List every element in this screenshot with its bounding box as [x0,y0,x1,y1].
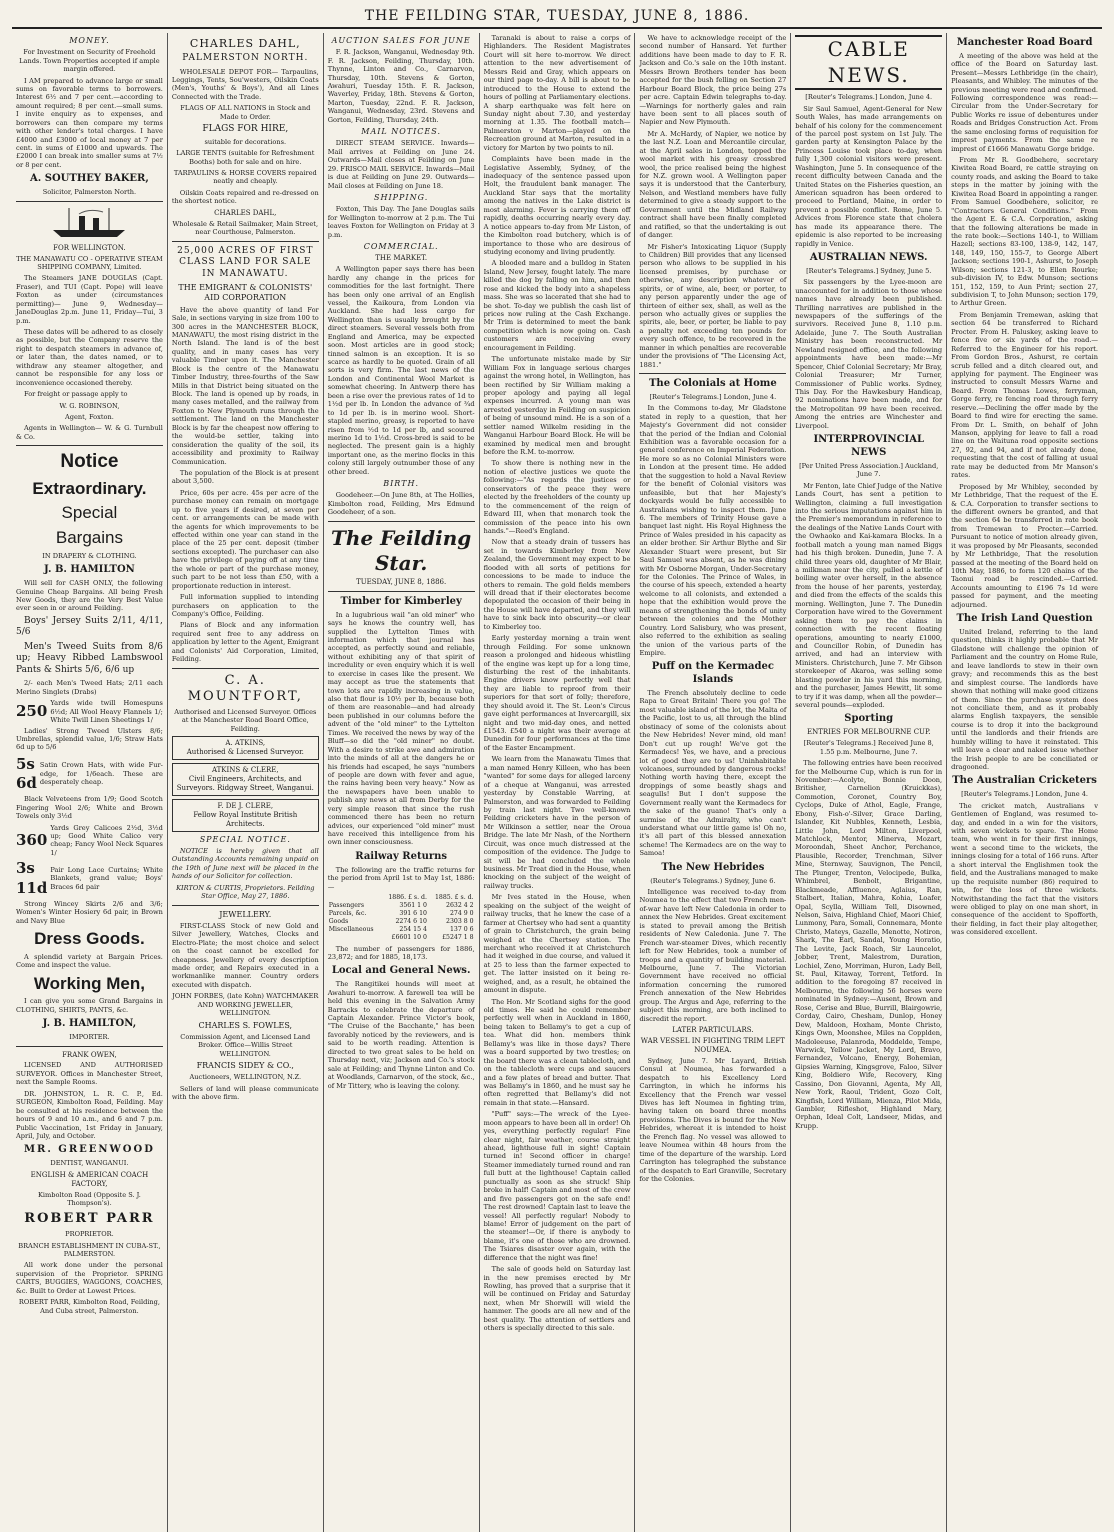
ad-360 [16,824,163,858]
ad-3s11d-text: Pair Long Lace Curtains; White Blankets, grand value; Boys' Braces 6d pair [50,865,163,891]
table-cell: Passengers [328,901,365,909]
dates-note: These dates will be adhered to as closely as possible, but the Company reserve the right to despatch steamers in advance of, or later than, the dates named, or to withdraw any steamer altogether, and cannot be responsible for any loss or inconvenience occasioned thereby. [16,328,163,387]
local-text: The Rangitikei hounds will meet at Awahuri to-morrow. A farewell tea will be held this evening in the Salvation Army Barracks to celebrate the departure of Captain Alexander. Prince Victor's book, "The Cruise of the Bacchante," has been favorably noticed by the reviewers, and is said to be worth reading. Attention is directed to two great sales to be held on Thursday next, viz; Jackson and Co.'s stock sale at Feilding; and Thynne Linton and Co. at Woodlands, Carnarvon, of the stock, &c., of Mr Tittery, who is leaving the colony. [327,980,475,1090]
coach-sub: Kimbolton Road (Opposite S. J. Thompson's). [37,1190,141,1207]
puff-heading: Puff on the Kermadec Islands [651,661,774,686]
news-para: Now that a steady drain of tussers has set in towards Kimberley from New Zealand, the Government may expect to be flooded with all sorts of petitions for concessions to be made to induce the others to remain. The gold fields members will dread that if their electorates become depopulated the occasion of their being in the House will have departed, and they will have to sink back into obscurity—or clear to Kimberley too. [483,538,631,631]
news-para: The sale of goods held on Saturday last in the new premises erected by Mr Rowling, has proved that a surprise that it will be continued on Friday and Saturday next, when Mr Shorwill will wield the hammer. The goods are all new and of the best quality. The attention of settlers and others is specially directed to this sale. [483,1265,631,1333]
money-heading: MONEY. [69,36,110,45]
interprovincial-sub: [Per United Press Association.] Auckland, June 7. [799,461,939,479]
table-row [328,934,475,942]
table-header-cell: 1886. £ s. d. [388,893,427,901]
special-notice-text: NOTICE is hereby given that all Outstanding Accounts remaining unpaid on the 19th of June next will be placed in the hands of our Solicitor for collection. [171,847,319,881]
news-para: We learn from the Manawatu Times that a man named Henry Killeen, who has been "wanted" for some days for alleged larceny of a cheque at Wanganui, was arrested yesterday by Constable Warring, at Palmerston, and was forwarded to Feilding by train last night. Two well-known Feilding cricketers have in the person of Mr Wilkinson a settler, near the Oroua Bridge. The late Mr Nash, of the Northern Circuit, was once much distressed at the composition of the evidence. The Judge to sit will be had concluded the whole business. Mr Treat died in the House, when knocking on the subject of the weight of railway trucks. [483,755,631,890]
dentist-text: DENTIST, WANGANUI. [50,1159,129,1168]
columns [12,33,1102,1532]
table-cell: 3561 1 0 [399,901,427,909]
cricketers-text: The cricket match, Australians v Gentlemen of England, was resumed to-day, and ended in a win for the visitors, with seven wickets to spare. The Home team, who went in for their first innings, went a second time to the wickets, the innings closing for a total of 166 runs. After a short interval the Englishmen took the field, and the Australians managed to make up the requisite number (86) required to win, for the loss of three wickets. Notwithstanding the fact that the visitors were obliged to play on one man short, in consequence of the accident to Spofforth, their fielding, in fact their play altogether, was considered excellent. [951,801,1099,937]
table-cell: £5247 1 8 [442,933,474,941]
flags-hire: FLAGS FOR HIRE, [202,124,289,135]
kirton-signature: KIRTON & CURTIS, Proprietors. Feilding Star Office, May 27, 1886. [176,883,315,901]
table-header-cell [328,894,382,902]
owen-name: FRANK OWEN, [62,1050,117,1059]
dateline: TUESDAY, JUNE 8, 1886. [356,577,447,586]
dahl2-sub: Wholesale & Retail Sailmaker, Main Street, near Courthouse, Palmerston. [172,219,319,237]
notice-heading: Notice [60,451,119,473]
colonials-text: In the Commons to-day, Mr Gladstone stated in reply to a question, that her Majesty's Government did not consider that the period of the Indian and Colonial Exhibition was a favorable occasion for a general conference on Imperial Federation. He more so as no Colonial Ministers were in London at the present time. He added that the suggestion to hold a Naval Review for the benefit of Colonial visitors was unfeasible, but that her Majesty's dockyards would be fully accessible to Australians wishing to inspect them. June 6. The members of Trinity House gave a banquet last night. His Royal Highness the Prince of Wales presided in his capacity as an elder brother. Sir Arthur Blythe and Sir Alexander Stuart were present, but Sir Saul Samuel was absent, as he was dining with Mr Osborne Morgan, Under-Secretary for the Colonies. The Prince of Wales, in the course of his speech, extended a hearty welcome to all colonists, and extended a hope that the exhibition would prove the means of strengthening the bonds of unity between the colonies and the Mother Country. Lord Salisbury, who was present, also referred to the exhibition as sealing the union of the various parts of the Empire. [639,404,787,657]
hamilton-text: Will sell for CASH ONLY, the following Genuine Cheap Bargains. All being Fresh New Goods, they are the Very Best Value ever seen in or around Feilding. [16,579,163,613]
cable-sub: [Reuter's Telegrams.] London, June 4. [805,93,933,102]
ad-3s11d-number: 3s 11d [16,859,48,897]
atkins-box [172,736,319,760]
war-heading: WAR VESSEL IN FIGHTING TRIM LEFT NOUMEA. [640,1036,785,1054]
shipping-text: Foxton, This Day. The Jane Douglas sails for Wellington to-morrow at 2 p.m. The Tui leaves Foxton for Wellington on Friday at 3 p.m. [327,205,475,239]
column-2 [168,33,324,1532]
colonials-sub: [Reuter's Telegrams.] London, June 4. [649,392,777,401]
masthead: THE FEILDING STAR, TUESDAY, JUNE 8, 1886. [12,8,1102,29]
fowles-sub: Commission Agent, and Licensed Land Broker. Office—Willis Street WELLINGTON. [180,1032,311,1058]
sidey-name: FRANCIS SIDEY & CO., [196,1061,294,1071]
news-para: "Puff" says:—The wreck of the Lyee-moon appears to have been all in order! Oh yes, everything perfectly regular! Fine clear night, fair weather, course straight ahead, lighthouse full in sight! Captain turned in! Second officer in charge! Steamer immediately turned round and ran full butt at the lighthouse! Captain called punctually as soon as she struck! Ship broke in half! Captain and most of the crew and five passengers got on the safe end! The rest drowned! Captain last to leave the vessel! All perfectly regular! Nobody to blame! Error of judgement on the part of the steamer!—Or, if there is anybody to blame, it's one of those who are drowned. The Tsiares disaster over again, with the difference that the night was fine! [483,1110,631,1262]
ad-360-text: Yards Grey Calicoes 2½d, 3½d up; Good White Calico very cheap; Fancy Wool Neck Squares 1/ [50,823,163,857]
divider [328,521,475,522]
news-para: To show there is nothing new in the notion of elective justices we quote the following:—"As regards the justices or conservators of the peace they were elected by the freeholders of the county up to the commencement of the reign of Edward III, when that monarch took the commission of the peace into his own hands."—Reed's England. [483,459,631,535]
column-3 [324,33,480,1532]
column-1 [12,33,168,1532]
tarpaulins-text: TARPAULINS & HORSE COVERS repaired neatly and cheaply. [173,169,317,186]
colonials-heading: The Colonials at Home [648,378,777,390]
market-heading: THE MARKET. [375,254,428,263]
railway-table [328,894,475,942]
johnston-text: DR. JOHNSTON, L. R. C. P., Ed. SURGEON, Kimbolton Road, Feilding. May be consulted at his residence between the hours of 9 and 10 a.m., and 6 and 7 p.m. Public Vaccination, 1st Friday in January, April, July, and October. [16,1089,163,1140]
market-text: A Wellington paper says there has been hardly any change in the prices for commodities for the last fortnight. There has been only one arrival of an English vessel, the Kaikoura, from London via Auckland. She had less cargo for Wellington than is usually brought by the direct steamers. Several vessels both from England and America, may be expected soon. Most articles are in good stock; tinned salmon is an exception. It is so scarce as hardly to be quoted. Grain of all sorts is very firm. The last news of the London and Continental Wool Market is somewhat cheering. In Antwerp there has been a rise over the previous rates of 1d to 1½d per lb. In London the advance of ¾d to 1d per lb. is in merino wool. Short-stapled merino, greasy, is reported to have risen from ½d to 1d per lb, and scoured merino 1d to 1½d. Cross-bred is said to be neglected. The present gain is a highly important one, as the merino flocks in this colony still largely outnumber those of any other breed. [327,265,475,476]
working-men-heading: Working Men, [33,973,145,993]
table-cell: Goods [328,917,349,925]
divider [172,668,319,669]
acres-heading: 25,000 ACRES OF FIRST CLASS LAND FOR SALE IN MANAWATU. [177,245,314,279]
parr-text: All work done under the personal supervision of the Proprietor. SPRING CARTS, BUGGIES, WAGGONS, COACHES, &c. Built to Order at Lowest Prices. [16,1261,163,1295]
population-text: The population of the Block is at present about 3,500. [171,468,319,486]
cable-text: Sir Saul Samuel, Agent-General for New South Wales, has made arrangements on behalf of his colony for the commencement of the parcel post system on 1st July. The garden party at Kensington Palace by the Princess Louise took place to-day, when fully 1,300 colonial visitors were present. Washington, June 5. In consequence of the recent difficulty between Canada and the United States on the Fisheries question, an American squadron has been ordered to proceed to Portland, Maine, in order to prevent a possible conflict. Rome, June 5. Advices from Florence state that cholera has made its appearance there. The epidemic is also reported to be increasing rapidly in Venice. [795,104,943,248]
table-row [328,926,475,934]
commercial-heading: COMMERCIAL. [363,242,439,252]
working-text: I can give you some Grand Bargains in CLOTHING, SHIRTS, PANTS, &c. [16,997,163,1014]
money-text: For Investment on Security of Freehold Lands. Town Properties accepted if ample margin offered. [19,48,160,74]
news-para: We have to acknowledge receipt of the second number of Hansard. Yet further additions have been made to day to F. R. Jackson and Co.'s sale on the 10th instant. Messrs Brown Brothers tender has been accepted for the bush felling on Section 27 Harbour Board Block, the price being 27s per acre. Captain Edwin telegraphs to-day.—Warnings for northerly gales and rain have been sent to all places south of Napier and New Plymouth. [639,34,787,127]
baker-sub: Solicitor, Palmerston North. [42,188,137,197]
news-para: Taranaki is about to raise a corps of Highlanders. The Resident Magistrates Court will sit here to-morrow. We direct attention to the new advertisement of Messrs Reid and Gray, which appears on our third page to-day. A bill is about to be introduced to the House to extend the hours of polling at Parliamentary elections. A sharp earthquake was felt here on Sunday night about 7.30, and yesterday morning at 1.35. The football match—Palmerston v Marton—played on the Recreation ground at Marton, resulted in a victory for Marton by two points to nil. [483,34,631,152]
atkins-clere-box [172,763,319,796]
table-cell: 2303 8 0 [446,917,474,925]
divider [16,1046,163,1047]
price-text: Price, 60s per acre. 45s per acre of the purchase money can remain on mortgage up to five years if desired, at seven per cent. or arrangements can be made with the agents for which improvements to be effected within one year can stand in the place of the 25 per cent. deposit (timber sections excepted). The purchaser can also have the privilege of paying off at any time the whole or part of the purchase money, such part to be not less than £50, with a proportionate reduction in interest. [171,488,319,590]
road-board-text: From Benjamin Tremewan, asking that section 64 be transferred to Richard Procter. From H. Paluskey, asking leave to fence five or six yards of the road.—Referred to the Engineer for his report. From Gordon Bros., Ashurst, re certain scrub felled and a ditch cleared out, and applying for payment. The Engineer was instructed to consult Messrs Warne and Beard. From Thomas Lowes, ferryman, Gorge ferry, re fencing road through ferry reserve.—Declining the offer made by the Board to find wire for erecting the same. From Dr. L. Smith, on behalf of John Manson, applying for leave to fall a road line on the Waituna road opposite sections 27, 92, and 94, and if not already done, requesting that the cost of falling at usual rate may be deducted from Mr Manson's rates. [951,310,1099,480]
freight-text: For freight or passage apply to [24,390,128,399]
clere-box [172,799,319,832]
skirts-line: Strong Wincey Skirts 2/6 and 3/6; Women's Winter Hosiery 6d pair, in Brown and Navy Blue [16,899,163,925]
emigrant-heading: THE EMIGRANT & COLONISTS' AID CORPORATION [178,283,313,303]
importer-text: IMPORTER. [69,1033,110,1042]
timber-heading: Timber for Kimberley [340,595,462,607]
dress-text: A splendid variety at Bargain Prices. Come and inspect the value. [16,952,163,970]
cable-news-heading: CABLE NEWS. [795,35,942,90]
table-cell: 391 6 10 [399,909,427,917]
puff-text: The French absolutely decline to cede Rapa to Great Britain! There you go! The most valuable island of the lot, the Malta of the Pacific, lost to us, all through the blind obstinacy of some of the colonists about the New Hebrides! Never mind, old man! Don't cut up rough! We've got the Kermadecs! Yes, we have, and a precious lot of good they are to us! Uninhabitable volcanoes, surrounded by dangerous rocks! Nothing worth having there, except the droppings of some beastly shags and seagulls! But I don't suppose the Government really want the Kermadecs for the sake of the guano! That's only a surmise of the Admiralty, who can't understand what our little game is! Oh no, it's all part of this blessed annexation scheme! The Kermadecs are on the way to Samoa! [639,689,787,858]
dress-goods-heading: Dress Goods. [34,929,145,949]
birth-text: Goodeheer.—On June 8th, at The Hollies, Kimbolton road, Feilding, Mrs Edmund Goodeheer, of a son. [327,491,475,517]
table-cell: Parcels, &c. [328,909,367,917]
australian-news-sub: [Reuter's Telegrams.] Sydney, June 5. [806,266,932,275]
clere-name: F. DE J. CLERE, [217,801,274,810]
news-para: A blooded mare and a bulldog in Staten Island, New Jersey, fought lately. The mare killed the dog by falling on him, and then rose and kicked the body into a shapeless mass. She was so lacerated that she had to be shot. To-day we publish the cash list of prices now ruling at the Cash Exchange. Mr Trim is determined to meet the bank competition which is now going on. Cash customers are receiving every encouragement in Feilding. [483,259,631,352]
table-cell: Miscellaneous [328,925,374,933]
auction-heading: AUCTION SALES FOR JUNE [331,36,471,45]
fowles-name: CHARLES S. FOWLES, [198,1020,293,1030]
parr-proprietor: PROPRIETOR. [65,1230,114,1239]
ad-250-text: Yards wide twill Homespuns 6½d; All Wool Heavy Flannels 1/; White Twill Linen Sheetings 1/ [50,699,163,725]
coach-heading: ENGLISH & AMERICAN COACH FACTORY, [30,1170,149,1188]
plans-text: Plans of Block and any information required sent free to any address on application by letter to the Agent, Emigrant and Colonists' Aid Corporation, Limited, Feilding. [171,621,319,664]
column-6 [791,33,947,1532]
road-board-heading: Manchester Road Board [956,37,1093,48]
mens-line: Men's Tweed Suits from 8/6 up; Heavy Ribbed Lambswool Pants & Shirts 5/6, 6/6 up [16,641,163,675]
column-7 [947,33,1102,1532]
war-text: Sydney, June 7. Mr Layard, British Consul at Noumea, has forwarded a despatch to his Excellency Lord Carrington, in which he informs his Excellency that the French war vessel Dives has left Noumea in fighting trim, having taken on board three months provisions. The Dives is bound for the New Hebrides, whereat it is intended to hoist the French flag. No vessel was allowed to leave Noumea within 48 hours from the time of the departure of the warship. Lord Carrington has telegraphed the substance of the despatch to Earl Granville, Secretary for the Colonies. [639,1056,787,1183]
jewellery-heading: JEWELLERY. [219,909,272,919]
interprovincial-text: Mr Fenton, late Chief Judge of the Native Lands Court, has sent a petition to Wellington, claiming a full investigation into the serious imputations against him in the Premier's memorandum in reference to the dealings of the Native Lands Court with the Owhaoko and Kai-kamara Blocks. In a football match a young man named Biggs had his thigh broken. Dunedin, June 7. A child three years old, daughter of Mr Blair, a milkman near the city, pulled a kettle of boiling water over herself, in the absence from the house of her parents, yesterday, and died from the effects of the scalds this morning. Wellington, June 7. The Dunedin Corporation have wired to the Government asking them to pay the claims in connection with the recent floating operations, amounting to nearly £1000, and Councillor Robin, of Dunedin has arrived, and had an interview with Ministers. Christchurch, June 7. Mr Gibson storekeeper of Akaroa, was selling some blasting powder in his yard this morning, and the purchaser, James Hewitt, lit some to try if it was damp, when all the powder—several pounds—exploded. [795,481,943,710]
mountfort-sub: Authorised and Licensed Surveyor. Offices at the Manchester Road Board Office, Feilding. [174,707,317,733]
special-notice-heading: SPECIAL NOTICE. [199,834,291,844]
table-cell: 254 15 4 [399,925,427,933]
news-para: Complaints have been made in the Legislative Assembly, Sydney, of the inadequacy of the sentence passed upon Holt, the fraudulent bank manager. The Auckland Star says that the mortality among the natives in the Lake district is most alarming. Fever is carrying them off rapidly, deaths occurring nearly every day. A notice appears to-day from Mr Liston, of the Kimbolton road butchery, which is of importance to those who are desirous of studying economy and living prudently. [483,155,631,256]
atkins-name: A. ATKINS, [225,739,266,748]
atkins-clere-sub: Civil Engineers, Architects, and Surveyors. Ridgway Street, Wanganui. [176,775,314,792]
mail-text: DIRECT STEAM SERVICE. Inwards—Mail arrives at Feilding on June 24. Outwards—Mail closes at Feilding on June 29. FRISCO MAIL SERVICE. Inwards—Mail is due at Feilding on June 29. Outwards—Mail closes at Feilding on June 18. [327,139,475,190]
interprovincial-heading: INTERPROVINCIAL NEWS [813,434,924,458]
loan-text: I AM prepared to advance large or small sums on favorable terms to borrowers. Interest 6½ and 7 per cent.—according to amount required; 8 per cent.—small sums. I invite enquiry as to expenses, and borrowers can then compare my terms with other lender's total charges. I have £4000 and £3000 of local money at 7 per cent. in sums of £1000 and upwards. The £2000 I can break into smaller sums at 7½ or 8 per cent. [16,76,163,169]
velvet-line: Black Velveteens from 1/9; Good Scotch Fingering Wool 2/6; White and Brown Towels only 3½d [16,795,163,821]
dahl-name: CHARLES DAHL, [189,37,301,50]
hebrides-text: Intelligence was received to-day from Noumea to the effect that two French men-of-war have left New Caledonia in order to annex the New Hebrides. Great excitement is stated to prevail among the British residents of New Caledonia. June 7. The French war-steamer Dives, which recently left for New Hebrides, took a number of troops and a quantity of building material. Melbourne, June 7. The Victorian Government have received no official information concerning the rumored French annexation of the New Hebrides group. The Argus and Age, referring to the subject this morning, are both inclined to discredit the report. [639,888,787,1023]
news-para: The Hon. Mr Scotland sighs for the good old times. He said he could remember perfectly well when in Auckland in 1860, being taken to Bellamy's to get a cup of tea. What did hon. members think Bellamy's was like in those days? There was a board supported by two trestles; on the board there was a clean tablecloth, and on the tablecloth were cups and saucers and a few plates of bread and butter. That was Bellamy's in 1860, and he must say he often regretted that Bellamy's did not remain in that state.—Hansard. [483,997,631,1107]
clere-sub: Fellow Royal Institute British Architects. [193,810,298,828]
bargains-heading: Bargains [55,528,123,548]
oilskin-text: Oilskin Coats repaired and re-dressed on the shortest notice. [171,188,319,206]
cricketers-sub: [Reuter's Telegrams.] London, June 4. [961,790,1088,799]
ladies-line: Ladies' Strong Tweed Ulsters 8/6; Umbrellas, splendid value, 1/6; Straw Hats 6d up to 5/6 [16,726,163,752]
irish-text: United Ireland, referring to the land question, thinks it highly probable that Mr Gladstone will challenge the opinion of Parliament and the country on Home Rule, and leave landlords to stew in their own gravy; and recommends this as the best and simplest course. The landlords have shown that nothing will make good citizens of them. Since the purchase system does not conciliate them, and as it probably alarms English taxpayers, the sensible course is to drop it into the background until the landlords and their friends are humbly willing to have it reinstated. This will leave a clear and naked issue whether the Irish people to are be conciliated or dragooned. [951,628,1099,772]
table-header-cell: 1885. £ s. d. [434,893,474,901]
emigrant-text: Have the above quantity of land For Sale, in sections varying in size from 100 to 300 acres in the MANCHESTER BLOCK, MANAWATU, the most rising district in the North Island. The land is of the best quality, and in many cases has very valuable Timber upon it. The Manchester Block is the centre of the Manawatu Timber Industry, three-fourths of the Saw Mills in that District being situated on the Block. The land is opened up by roads, in many cases metalled, and the railway from Foxton to New Plymouth runs through the settlement. The land on the Manchester Block is by far the cheapest now offering to the would-be settler, taking into consideration the quality of the soil, its accessibility and proximity to Railway Communication. [171,305,319,466]
feilding-star-flag: The Feilding Star. [331,525,472,576]
table-row [328,918,475,926]
mountfort-name: C. A. MOUNTFORT, [187,672,303,705]
road-board-text: From Mr R. Goodbehere, secretary Kiwitea Road Board, re cattle straying on county roads, and asking the Board to take steps in the matter by joining with the Kiwitea Road Board in appointing a ranger. From Samuel Goodbehere, solicitor, re "Contractors General Conditions." From the Agent E. & C.A. Corporation, asking that the following alterations be made in the rate book:—Sections 140-1, to William Hazell; sections 83-100, 138-9, 142, 147, 148, 149, 150, 155-7, to George Albert Jackson; sections 190-1, Ashurst, to Joseph Wilson; sections 121-3, to Ellen Rourke; sub-division IV, to Edw. Munson; sections 151, 152, 159, to Aun Print; section 27, subdivision T, to John Munson; section 179, to Arthur Green. [951,156,1099,308]
news-para: Mr Ives stated in the House, when speaking on the subject of the weight of railway trucks, that he knew the case of a farmer at Chertsey who had sent a quantity of grain to Christchurch, the grain being weighed at the Chertsey station. The merchant who received it at Christchurch had it weighed in due course, and valued it at 25 to less than the farmer expected to get. The latter insisted on it being re-weighed, and, as a result, he obtained the amount in dispute. [483,893,631,995]
news-para: Mr A. McHardy, of Napier, we notice by the last N.Z. Loan and Mercantile circular, at the April sales in London, topped the wool market with his greasy crossbred wool, the price realised being the highest for N.Z. grown wool. A Wellington paper says it is understood that the Canterbury, Nelson, and Westland members have fully determined to give a steady support to the Government until the Midland Railway contract shall have been finally completed and ratified, so that the undertaking is out of danger. [639,129,787,240]
table-cell [328,934,382,942]
ad-250 [16,699,163,724]
mail-heading: MAIL NOTICES. [361,127,442,137]
road-board-text: Proposed by Mr Whibley, seconded by Mr Lethbridge, That the request of the E. & C.A. Corporation to transfer sections to the different owners be granted, and that the section 64 be transferred in rate book from Tremewan to Procter.—Carried. Pursuant to notice of motion already given, it was proposed by Mr Pleasants, seconded by Mr Lethbridge, That the resolution passed at the meeting of the Board held on 10th May, 1886, to form 120 chains of the Taonui road be rescinded.—Carried. Accounts amounting to £196 7s 1d were passed for payment, and the meeting adjourned. [951,482,1099,609]
info-text: Full information supplied to intending purchasers on application to the Company's Office, Feilding. [171,593,319,618]
drapery-text: IN DRAPERY & CLOTHING. [42,551,137,560]
railway-note: The number of passengers for 1886, 23,872; and for 1885, 18,173. [327,944,475,962]
news-para: Mr Fisher's Intoxicating Liquor (Supply to Children) Bill provides that any licensed person who allows to be supplied in his licensed premises, by purchase or otherwise, any description whatever of spirits, or of wine, ale, beer, or porter, to any person apparently under the age of thirteen of either sex, shall, as well as the person who actually gives or supplies the spirits, ale, beer, or porter, be liable to pay a penalty not exceeding ten pounds for every such offence, to be recovered in the manner in which penalties are recoverable under the provisions of "The Licensing Act, 1881." [639,242,787,369]
shipping-heading: SHIPPING. [374,193,429,203]
table-cell: 274 9 0 [449,909,474,917]
greenwood-name: MR. GREENWOOD [23,1144,155,1156]
dahl-place: PALMERSTON NORTH. [182,53,309,64]
timber-text: In a lugubrious wail "an old miner" who says he knows the country well, has supplied the Lyttelton Times with information which that journal has accepted, as perfectly sound and reliable, without exhibiting any of that spirit of incredulity or even enquiry which it is well to exercise in cases like the present. We may accept as true the statements that town lots are rapidly increasing in value, also that flour is 10½ per lb, because both of them are reasonable—and had already been published in our columns before the advent of the "old miner" to the Lyttelton Times. We received the news by way of the Bluff—so did the "old miner" no doubt. With a desire to strike awe and admiration into the minds of all at the dangers he or his friends had escaped, he says "numbers of people are down with fever and ague, the rains having been very heavy." Now as the newspapers have been unable to publish any news at all from Derby for the very simple reason that since the rush commenced there has been no return advices, our experienced "old miner" must have received this intelligence from his own inner consciousness. [327,610,475,847]
railway-intro: The following are the traffic returns for the period from April 1st to May 1st, 1886:— [327,865,475,891]
entries-sub: [Reuter's Telegrams.] Received June 8, 1.55 p.m. Melbourne, June 7. [803,739,934,756]
railway-heading: Railway Returns [355,850,448,862]
australian-news-heading: AUSTRALIAN NEWS. [809,252,928,264]
steamers-text: The Steamers JANE DOUGLAS (Capt. Fraser), and TUI (Capt. Pope) will leave Foxton as under (circumstances permitting)— June 9, Wednesday—JaneDouglas 2p.m. June 11, Friday—Tui, 3 p.m. [16,274,163,325]
for-wellington: FOR WELLINGTON. [53,243,126,252]
robinson-sub: Agent, Foxton. [65,412,114,421]
divider [172,241,319,242]
company-name: THE MANAWATU CO - OPERATIVE STEAM SHIPPING COMPANY, Limited. [16,254,163,271]
boys-line: Boys' Jersey Suits 2/11, 4/11, 5/6 [16,615,163,638]
ad-360-number: 360 [16,830,48,849]
atkins-clere-name: ATKINS & CLERE, [211,766,279,775]
table-row [328,910,475,918]
hebrides-sub: (Reuter's Telegrams.) Sydney, June 6. [650,876,776,885]
ad-250-number: 250 [16,702,48,721]
jewellery-text: FIRST-CLASS Stock of new Gold and Silver Jewellery, Watches, Clocks and Electro-Plate; the most choice and select on the coast cannot be excelled for cheapness. Jewellery of every description made order, and Repairs executed in a workmanlike manner. Country orders executed with dispatch. [171,921,319,989]
hamilton2-name: J. B. HAMILTON, [42,1018,137,1030]
baker-name: A. SOUTHEY BAKER, [30,173,149,185]
later-heading: LATER PARTICULARS. [672,1026,754,1034]
railway-table-header [328,894,475,902]
railway-table-body [328,902,475,942]
forbes-text: JOHN FORBES, (late Kohn) WATCHMAKER AND WORKING JEWELLER, WELLINGTON. [172,992,319,1018]
steamship-icon [49,206,129,240]
table-cell: 137 0 6 [449,925,474,933]
ad-5s6d-number: 5s 6d [16,754,37,793]
ad-5s6d [16,755,163,793]
atkins-sub: Authorised & Licensed Surveyor. [186,748,304,757]
road-board-text: A meeting of the above was held at the office of the Board on Saturday last. Present—Messrs Lethbridge (in the chair), Pleasants, and Whibley. The minutes of the previous meeting were read and confirmed. Following correspondence was read:—Circular from the Under-Secretary for Public Works re issue of debentures under Roads and Bridges Construction Act. From the same enclosing forms of requisition for imprest payments. From the same re imprest of £1666 Manawatu Gorge bridge. [951,51,1099,153]
agents-text: Agents in Wellington— W. & G. Turnbull & Co. [16,424,163,441]
column-5 [635,33,791,1532]
entries-heading: ENTRIES FOR MELBOURNE CUP. [806,728,931,737]
local-heading: Local and General News. [331,965,471,977]
flags-text: FLAGS OF ALL NATIONS in Stock and Made to Order. [180,104,311,121]
parr-branch: BRANCH ESTABLISHMENT IN CUBA-ST., PALMERSTON. [18,1241,161,1258]
divider [16,445,163,446]
news-para: The unfortunate mistake made by Sir William Fox in language serious charges against the wrong hotel, in Wellington, has been rectified by Sir William making a proper apology and paying all legal expenses incurred. A young man was arrested yesterday in Feilding on suspicion of being of unsound mind. He is a son of a settler named Wilkelm residing in the Wanganui Harbour Board Block. He will be examined by medical men and brought before the R.M. to-morrow. [483,355,631,456]
entries-text: The following entries have been received for the Melbourne Cup, which is run for in November:—Acolyte, Bonnie Doon, Britisher, Carnelion (Kruickkas), Commotion, Coronet, Country Boy, Cyclops, Duke of Athol, Eagle, Frange, Ebony, Fish-o'-Silver, Grace Darling, Islander, Kit Nubbles, Kenneth, Lesbia, Little John, Lord Milton, Liverpool, Matchlock, Mentor, Minerva, Mozart, Moroondah, Sheet Anchor, Perchance, Plausible, Recorder, Trenchman, Silver Mine, Sternway, Sauvignon, The Pencil, The Plunger, Trenton, Velocipede, Bulka, Whimbrel, Benbolt, Brigantine, Blackmeade, Affluence, Aglaius, Ran, Stalbert, Italian, Mahra, Kohia, Loafer, Opal, Scylla, William Tell, Disowned, Nelson, Saiva, Highland Chief, Maori Chief, Lunmony, Para, Somali, Connemara, Monte Christo, Mateys, Gazelle, Menotte, Notiron, Shark, The Earl, Sandal, Young Horatio, The Levite, Jack Roach, Sir Launcelot, Jobber, Trent, Malestrom, Duration, Lochiel, Zeno, Morriman, Huron, Lady Bell, St. Paul, Kitaway, Torrent, Tetford. In addition to the foregoing 87 received in Melbourne, the following 56 horses were nominated in Sydney:—Ausent, Brown and Rose, Cerise and Blue, Burrill, Blairgowrie, Corday, Cairo, Chesham, Dunlop, Honey Dew, Maldoon, Hoxham, Monte Christo, Kings Own, Moonshee, Miles na Copplden, Madoleeuse, Palanroda, Moddelde, Tempe, Warwick, Yellow Jacket, My Lord, Bravo, Fernandez, Volcano, Energy, Bohemian, Gipsies Warning, Kingsgrove, Faloo, Silver King, Boldiero Wife, Recovery, King Cassino, Don Giovanni, Agenta, My All, New York, Raoul, Trident, Gozo Colt, Kingfish, Lord William, Mienza, Pilot Mida, Gambler, Rifleshot, Highland Mary, Orphan, Ideal Colt, Landseer, Midas, and Krupp. [795,759,943,1130]
table-cell: 2274 6 10 [395,917,427,925]
dahl2-name: CHARLES DAHL, [214,208,277,217]
divider [16,201,163,202]
column-4 [480,33,636,1532]
sidey-sub: Auctioneers, WELLINGTON, N.Z. [189,1073,302,1082]
flags-hire-sub: suitable for decorations. [204,137,287,146]
table-cell: 2632 4 2 [446,901,474,909]
table-cell: £6601 10 0 [391,933,427,941]
irish-heading: The Irish Land Question [956,613,1093,625]
auction-text: F. R. Jackson, Wanganui, Wednesday 9th. F. R. Jackson, Feilding, Thursday, 10th. Thynne, Linton and Co., Carnarvon, Thursday, 10th. Stevens & Gorton, Awahuri, Tuesday 15th. F. R. Jackson, Waverley, Friday, 18th. Stevens & Gorton, Marton, Tuesday, 22nd. F. R. Jackson, Wanganui, Wednesday, 23rd. Stevens and Gorton, Feilding, Thursday, 24th. [327,48,475,124]
news-para: Early yesterday morning a train went through Feilding. For some unknown reason a prolonged and hideous whistling of the engine was kept up for a long time, disturbing the rest of the inhabitants. Engine drivers know perfectly well that they are liable to reproof from their superiors for that sort of folly; therefore, they should avoid it. The St. Leon's Circus gave eight performances at Invercargill, six night and two mid-day ones, and netted £1543. £540 a night was their average at Dunedin for four performances at the time of the Easter Encampment. [483,634,631,752]
birth-heading: BIRTH. [383,479,420,489]
hebrides-heading: The New Hebrides [661,861,765,873]
divider [172,905,319,906]
extraordinary-heading: Extraordinary. [32,478,147,498]
sporting-heading: Sporting [844,713,894,725]
divider [639,373,786,374]
sidey-text: Sellers of land will please communicate with the above firm. [171,1084,319,1102]
wholesale-text: WHOLESALE DEPOT FOR— Tarpaulins, Leggings, Tents, Sou'westers, Oilskin Coats (Men's, Youths' & Boys'), And all Lines Connected with the Trade. [171,67,319,101]
mens-tweed-line: 2/- each Men's Tweed Hats; 2/11 each Merino Singlets (Drabs) [16,679,163,696]
large-tents-text: LARGE TENTS (suitable for Refreshment Booths) both for sale and on hire. [176,149,315,166]
parr-name: ROBERT PARR [24,1211,155,1227]
robinson-name: W. G. ROBINSON, [59,401,120,410]
ad-3s11d [16,859,163,897]
hamilton-name: J. B. HAMILTON [44,564,135,576]
cricketers-heading: The Australian Cricketers [952,775,1097,787]
table-row [328,902,475,910]
ad-5s6d-text: Satin Crown Hats, with wide Fur-edge, for 1/6each. These are desperately cheap. [39,761,163,787]
divider [328,591,475,592]
australian-news-text: Six passengers by the Lyee-moon are unaccounted for in addition to those whose names have already been published. Thrilling narratives are published in the newspapers of the sufferings of the survivors. Received June 8, 1.10 p.m. Adelaide, June 7. The South Australian Ministry has been reconstructed. Mr Newland resigned office, and the following appointments have been made:—Mr Spencer, Chief Colonial Secretary; Mr Bray, Colonial Treasurer; Mr Turner, Commissioner of Public works. Sydney, This Day. For the Hawkesbury Handicap, 92 nominations have been made, and for the Metropolitan 99 have been received. Among the entries are Winchester and Liverpool. [795,278,943,430]
parr-signature: ROBERT PARR, Kimbolton Road, Feilding, And Cuba street, Palmerston. [18,1298,160,1315]
owen-text: LICENSED AND AUTHORISED SURVEYOR. Offices in Manchester Street, next the Sample Rooms. [16,1061,163,1087]
special-heading: Special [61,503,118,523]
